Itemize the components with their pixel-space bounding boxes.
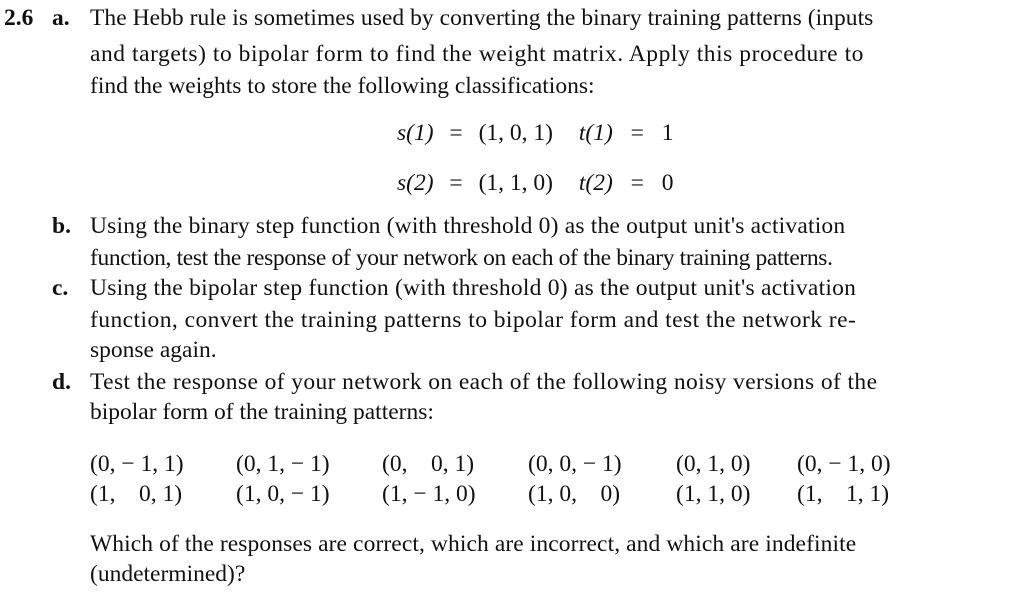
vector-r1-c2: (0, 1, − 1) — [236, 451, 330, 477]
vector-r1-c3: (0, 0, 1) — [382, 451, 475, 477]
eq1-s: s(1) — [397, 120, 434, 146]
problem-number: 2.6 — [4, 5, 34, 31]
part-c-line-3: sponse again. — [90, 337, 217, 363]
part-d-closing-line-2: (undetermined)? — [90, 561, 246, 587]
part-d-line-2: bipolar form of the training patterns: — [90, 399, 434, 425]
eq2-s-value: (1, 1, 0) — [478, 170, 553, 196]
eq1-equals-2: = — [630, 120, 644, 146]
eq2-equals-1: = — [449, 170, 463, 196]
eq2-t: t(2) — [578, 170, 613, 196]
vector-r1-c6: (0, − 1, 0) — [797, 451, 891, 477]
part-c-label: c. — [52, 275, 69, 301]
vector-r1-c5: (0, 1, 0) — [676, 451, 751, 477]
part-d-line-1: Test the response of your network on each of the following noisy versions of the — [90, 369, 878, 395]
vector-r2-c6: (1, 1, 1) — [797, 481, 890, 507]
vector-r1-c1: (0, − 1, 1) — [90, 451, 184, 477]
part-b-line-2: function, test the response of your network on each of the binary training patterns. — [90, 245, 833, 271]
vector-r2-c3: (1, − 1, 0) — [382, 481, 476, 507]
part-d-label: d. — [52, 369, 71, 395]
equation-2 — [397, 169, 674, 197]
vector-r2-c4: (1, 0, 0) — [528, 481, 621, 507]
part-c-line-2: function, convert the training patterns to bipolar form and test the network re- — [90, 307, 857, 333]
eq1-t: t(1) — [578, 120, 613, 146]
part-c-line-1: Using the bipolar step function (with threshold 0) as the output unit's activation — [90, 275, 857, 301]
equation-1 — [397, 119, 674, 147]
vector-r1-c4: (0, 0, − 1) — [528, 451, 622, 477]
vector-r2-c1: (1, 0, 1) — [90, 481, 183, 507]
part-d-closing-line-1: Which of the responses are correct, which are incorrect, and which are indefinite — [90, 531, 857, 557]
part-a-label: a. — [52, 5, 70, 31]
eq1-s-value: (1, 0, 1) — [478, 120, 553, 146]
vector-r2-c5: (1, 1, 0) — [676, 481, 751, 507]
part-b-label: b. — [52, 213, 71, 239]
eq2-equals-2: = — [630, 170, 644, 196]
part-a-line-1: The Hebb rule is sometimes used by converting the binary training patterns (inputs — [90, 5, 874, 31]
eq1-equals-1: = — [449, 120, 463, 146]
eq2-s: s(2) — [397, 170, 434, 196]
part-a-line-3: find the weights to store the following classifications: — [90, 73, 595, 99]
part-a-line-2: and targets) to bipolar form to find the weight matrix. Apply this procedure to — [90, 41, 864, 67]
vector-r2-c2: (1, 0, − 1) — [236, 481, 330, 507]
eq2-t-value: 0 — [661, 170, 674, 196]
part-b-line-1: Using the binary step function (with threshold 0) as the output unit's activation — [90, 213, 846, 239]
eq1-t-value: 1 — [661, 120, 674, 146]
